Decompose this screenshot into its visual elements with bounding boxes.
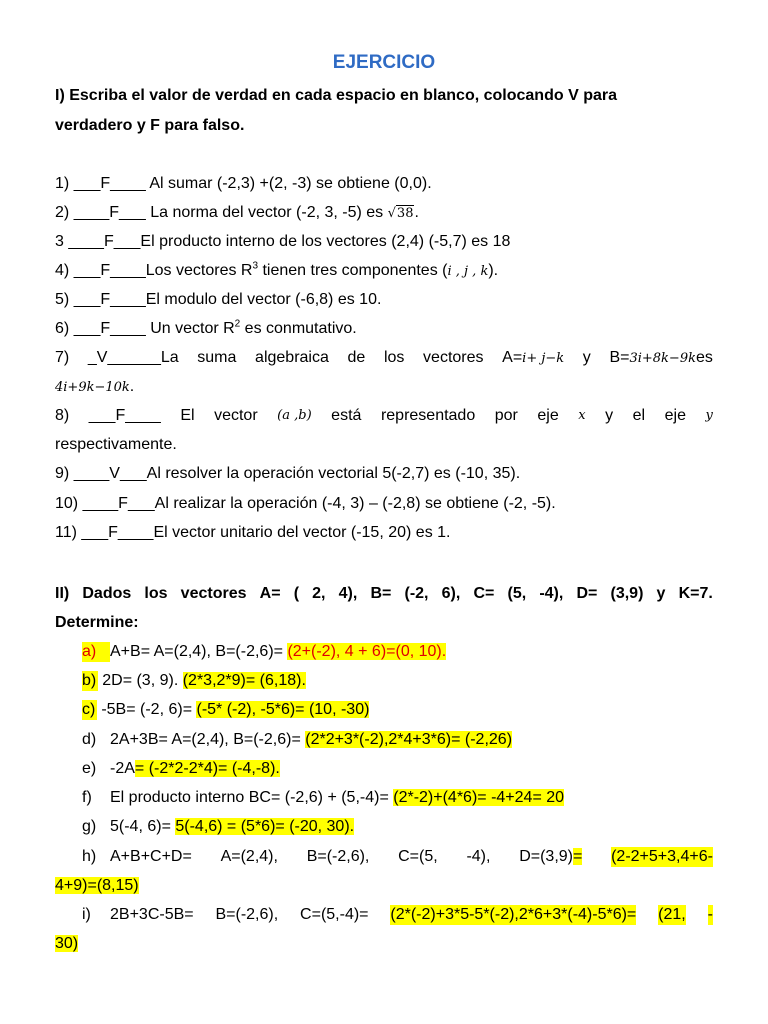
question-7-line2: 4i+9k−10k. bbox=[55, 378, 135, 395]
square-root: √38 bbox=[387, 206, 414, 221]
exercise-h-line2 bbox=[55, 876, 713, 896]
item-label: g) bbox=[82, 818, 97, 835]
heading-word: ( bbox=[293, 585, 300, 602]
heading-word: (5, bbox=[507, 585, 527, 602]
exercise-f: f) El producto interno BC= (-2,6) + (5,-4)= (2*-2)+(4*6)= -4+24= 20 bbox=[82, 789, 565, 806]
answer-blank: _V______ bbox=[87, 349, 161, 366]
question-4: 4) ___F____Los vectores $R^3$ tienen tres componentes (i , j , k). bbox=[55, 260, 499, 279]
question-10: 10) ____F___Al realizar la operación (-4, 3) – (-2,8) se obtiene (-2, -5). bbox=[55, 495, 556, 512]
exercise-i-line2 bbox=[55, 934, 713, 954]
answer-blank: ____F___ bbox=[73, 204, 146, 221]
exercise-d: d) 2A+3B= A=(2,4), B=(-2,6)= (2*2+3*(-2),2*4+3*6)= (-2,26) bbox=[82, 731, 513, 748]
section-2-heading bbox=[55, 584, 713, 604]
answer-blank: ____F___ bbox=[68, 233, 141, 250]
question-11: 11) ___F____El vector unitario del vector (-15, 20) es 1. bbox=[55, 524, 451, 541]
answer-highlight: (2*-2)+(4*6)= -4+24= 20 bbox=[393, 789, 565, 806]
heading-word: II) bbox=[55, 585, 70, 602]
section-1-heading-line1: I) Escriba el valor de verdad en cada espacio en blanco, colocando V para bbox=[55, 87, 617, 104]
heading-word: (3,9) bbox=[610, 585, 644, 602]
answer-highlight: 30) bbox=[55, 935, 79, 952]
item-label: b) bbox=[82, 672, 97, 689]
section-2-heading-line2: Determine: bbox=[55, 614, 139, 631]
item-label: e) bbox=[82, 760, 97, 777]
exercise-g: g) 5(-4, 6)= 5(-4,6) = (5*6)= (-20, 30). bbox=[82, 818, 355, 835]
exercise-b: b) 2D= (3, 9). (2*3,2*9)= (6,18). bbox=[82, 672, 306, 689]
exercise-i: i) 2B+3C-5B= B=(-2,6), C=(5,-4)= (2*(-2)+3*5-5*(-2),2*6+3*(-4)-5*6)= (21, - bbox=[82, 906, 713, 923]
heading-word: Dados bbox=[82, 585, 132, 602]
heading-word: 4), bbox=[338, 585, 358, 602]
item-label: a) bbox=[82, 642, 110, 662]
answer-blank: ____F___ bbox=[82, 495, 155, 512]
answer-blank: ___F____ bbox=[73, 320, 146, 337]
heading-word: C= bbox=[473, 585, 495, 602]
section-1-heading-line2: verdadero y F para falso. bbox=[55, 117, 245, 134]
heading-word: -4), bbox=[539, 585, 564, 602]
heading-word: (-2, bbox=[404, 585, 429, 602]
answer-highlight: 4+9)=(8,15) bbox=[55, 877, 139, 894]
answer-blank: ___F____ bbox=[88, 407, 161, 424]
question-7: 7) _V______La suma algebraica de los vectores A=i+ j−k y B=3i+8k−9kes bbox=[55, 349, 713, 366]
exercise-c: c) -5B= (-2, 6)= (-5* (-2), -5*6)= (10, -30) bbox=[82, 701, 370, 718]
heading-word: K=7. bbox=[678, 585, 713, 602]
heading-word: A= bbox=[259, 585, 281, 602]
heading-word: los bbox=[144, 585, 168, 602]
question-2: 2) ____F___ La norma del vector (-2, 3, -5) es √38. bbox=[55, 204, 419, 221]
exercise-h: h) A+B+C+D= A=(2,4), B=(-2,6), C=(5, -4), D=(3,9)= (2-2+5+3,4+6- bbox=[82, 848, 713, 865]
question-1: 1) ___F____ Al sumar (-2,3) +(2, -3) se obtiene (0,0). bbox=[55, 175, 432, 192]
page-title: EJERCICIO bbox=[332, 52, 436, 73]
heading-word: 6), bbox=[441, 585, 461, 602]
question-9: 9) ____V___Al resolver la operación vectorial 5(-2,7) es (-10, 35). bbox=[55, 465, 521, 482]
answer-highlight: = (-2*2-2*4)= (-4,-8). bbox=[134, 760, 280, 777]
exercise-e: e) -2A= (-2*2-2*4)= (-4,-8). bbox=[82, 760, 280, 777]
answer-blank: ____V___ bbox=[73, 465, 147, 482]
answer-blank: ___F____ bbox=[73, 175, 146, 192]
item-label: i) bbox=[82, 906, 91, 923]
answer-highlight: (2*2+3*(-2),2*4+3*6)= (-2,26) bbox=[305, 731, 513, 748]
answer-highlight: 5(-4,6) = (5*6)= (-20, 30). bbox=[175, 818, 355, 835]
question-6: 6) ___F____ Un vector $R^2$ es conmutativo. bbox=[55, 318, 357, 337]
heading-word: y bbox=[656, 585, 666, 602]
question-8-line2: respectivamente. bbox=[55, 436, 177, 453]
heading-word: D= bbox=[576, 585, 598, 602]
answer-blank: ___F____ bbox=[81, 524, 154, 541]
item-label: c) bbox=[82, 701, 96, 718]
section-1-heading bbox=[55, 86, 713, 106]
item-label: d) bbox=[82, 731, 97, 748]
question-8: 8) ___F____ El vector (a ,b) está representado por eje x y el eje y bbox=[55, 407, 713, 424]
answer-highlight: (2*3,2*9)= (6,18). bbox=[182, 672, 306, 689]
exercise-a: a) A+B= A=(2,4), B=(-2,6)= (2+(-2), 4 + 6)=(0, 10). bbox=[82, 643, 447, 660]
answer-blank: ___F____ bbox=[73, 291, 146, 308]
answer-highlight: (-5* (-2), -5*6)= (10, -30) bbox=[196, 701, 370, 718]
heading-word: 2, bbox=[312, 585, 326, 602]
question-3: 3 ____F___El producto interno de los vectores (2,4) (-5,7) es 18 bbox=[55, 233, 511, 250]
heading-word: vectores bbox=[180, 585, 247, 602]
item-label: h) bbox=[82, 848, 97, 865]
item-label: f) bbox=[82, 789, 92, 806]
answer-highlight: (2-2+5+3,4+6- bbox=[611, 848, 713, 865]
answer-highlight: (2+(-2), 4 + 6)=(0, 10). bbox=[287, 643, 447, 660]
heading-word: B= bbox=[370, 585, 392, 602]
answer-blank: ___F____ bbox=[73, 262, 146, 279]
question-5: 5) ___F____El modulo del vector (-6,8) es 10. bbox=[55, 291, 382, 308]
answer-highlight: (2*(-2)+3*5-5*(-2),2*6+3*(-4)-5*6)= bbox=[390, 906, 637, 923]
